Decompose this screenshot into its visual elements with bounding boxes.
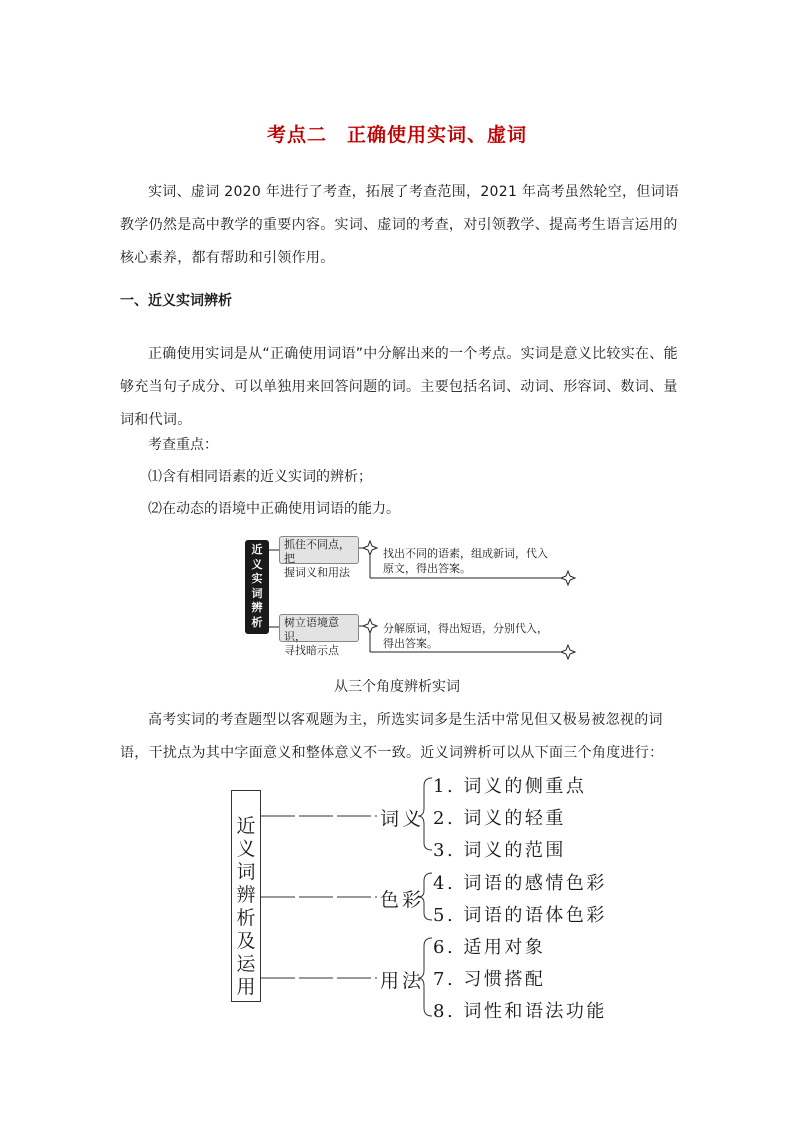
diagram1-caption: 从三个角度辨析实词	[334, 679, 460, 695]
vlabel-char: 及	[236, 930, 256, 952]
vlabel-char: 实	[251, 572, 263, 585]
vlabel-char: 词	[236, 861, 256, 883]
vlabel-char: 析	[236, 907, 256, 929]
diagram1-stars	[363, 541, 575, 659]
box-line: 握词义和用法	[284, 566, 350, 579]
diagram2-item: 7. 习惯搭配	[433, 969, 546, 990]
section-heading: 一、近义实词辨析	[120, 293, 232, 309]
focus-label: 考查重点：	[148, 437, 218, 453]
vlabel-char: 近	[236, 815, 256, 837]
vlabel-char: 辨	[251, 601, 263, 614]
box-line: 寻找暗示点	[284, 644, 339, 657]
text-line: 找出不同的语素，组成新词，代入	[383, 547, 548, 560]
diagram2-vertical-label	[233, 815, 259, 999]
vlabel-char: 运	[236, 953, 256, 975]
box-line: 抓住不同点，把	[284, 538, 350, 565]
vlabel-char: 近	[251, 543, 263, 556]
group-label-color: 色彩	[380, 889, 425, 911]
intro-paragraph: 实词、虚词 2020 年进行了考查，拓展了考查范围，2021 年高考虽然轮空，但词语教学仍然是高中教学的重要内容。实词、虚词的考查，对引领教学、提高考生语言运用的核心素养，都有帮助和引领作用。	[120, 184, 680, 266]
diagram2-item: 5. 词语的语体色彩	[433, 905, 607, 926]
diagram2-item: 8. 词性和语法功能	[433, 1001, 607, 1022]
group-label-meaning: 词义	[380, 808, 425, 830]
vlabel-char: 析	[251, 615, 263, 629]
focus-item-2: ⑵在动态的语境中正确使用词语的能力。	[148, 501, 400, 517]
text-line: 得出答案。	[383, 637, 438, 650]
diagram2-item: 4. 词语的感情色彩	[433, 873, 607, 894]
vlabel-char: 义	[236, 838, 256, 860]
diagram2-item: 2. 词义的轻重	[433, 808, 566, 829]
vlabel-char: 辨	[236, 884, 256, 906]
text-line: 分解原词，得出短语，分别代入，	[383, 622, 548, 635]
diagram1-lines	[269, 548, 562, 652]
diagram2-item: 1. 词义的侧重点	[433, 776, 587, 797]
diagram2-item: 3. 词义的范围	[433, 840, 566, 861]
group-label-usage: 用法	[380, 970, 425, 992]
section-paragraph: 正确使用实词是从“正确使用词语”中分解出来的一个考点。实词是意义比较实在、能够充当句子成分、可以单独用来回答问题的词。主要包括名词、动词、形容词、数词、量词和代词。	[120, 346, 678, 428]
paragraph-2: 高考实词的考查题型以客观题为主，所选实词多是生活中常见但又极易被忽视的词语，干扰点为其中字面意义和整体意义不一致。近义词辨析可以从下面三个角度进行：	[120, 712, 664, 761]
vlabel-char: 义	[251, 557, 263, 571]
diagram2-item: 6. 适用对象	[433, 937, 546, 958]
vlabel-char: 词	[251, 586, 263, 600]
focus-item-1: ⑴含有相同语素的近义实词的辨析；	[148, 469, 372, 485]
page-title: 考点二 正确使用实词、虚词	[266, 124, 527, 146]
text-line: 原文，得出答案。	[383, 562, 471, 575]
box-line: 树立语境意识，	[284, 616, 339, 643]
vlabel-char: 用	[236, 976, 256, 998]
